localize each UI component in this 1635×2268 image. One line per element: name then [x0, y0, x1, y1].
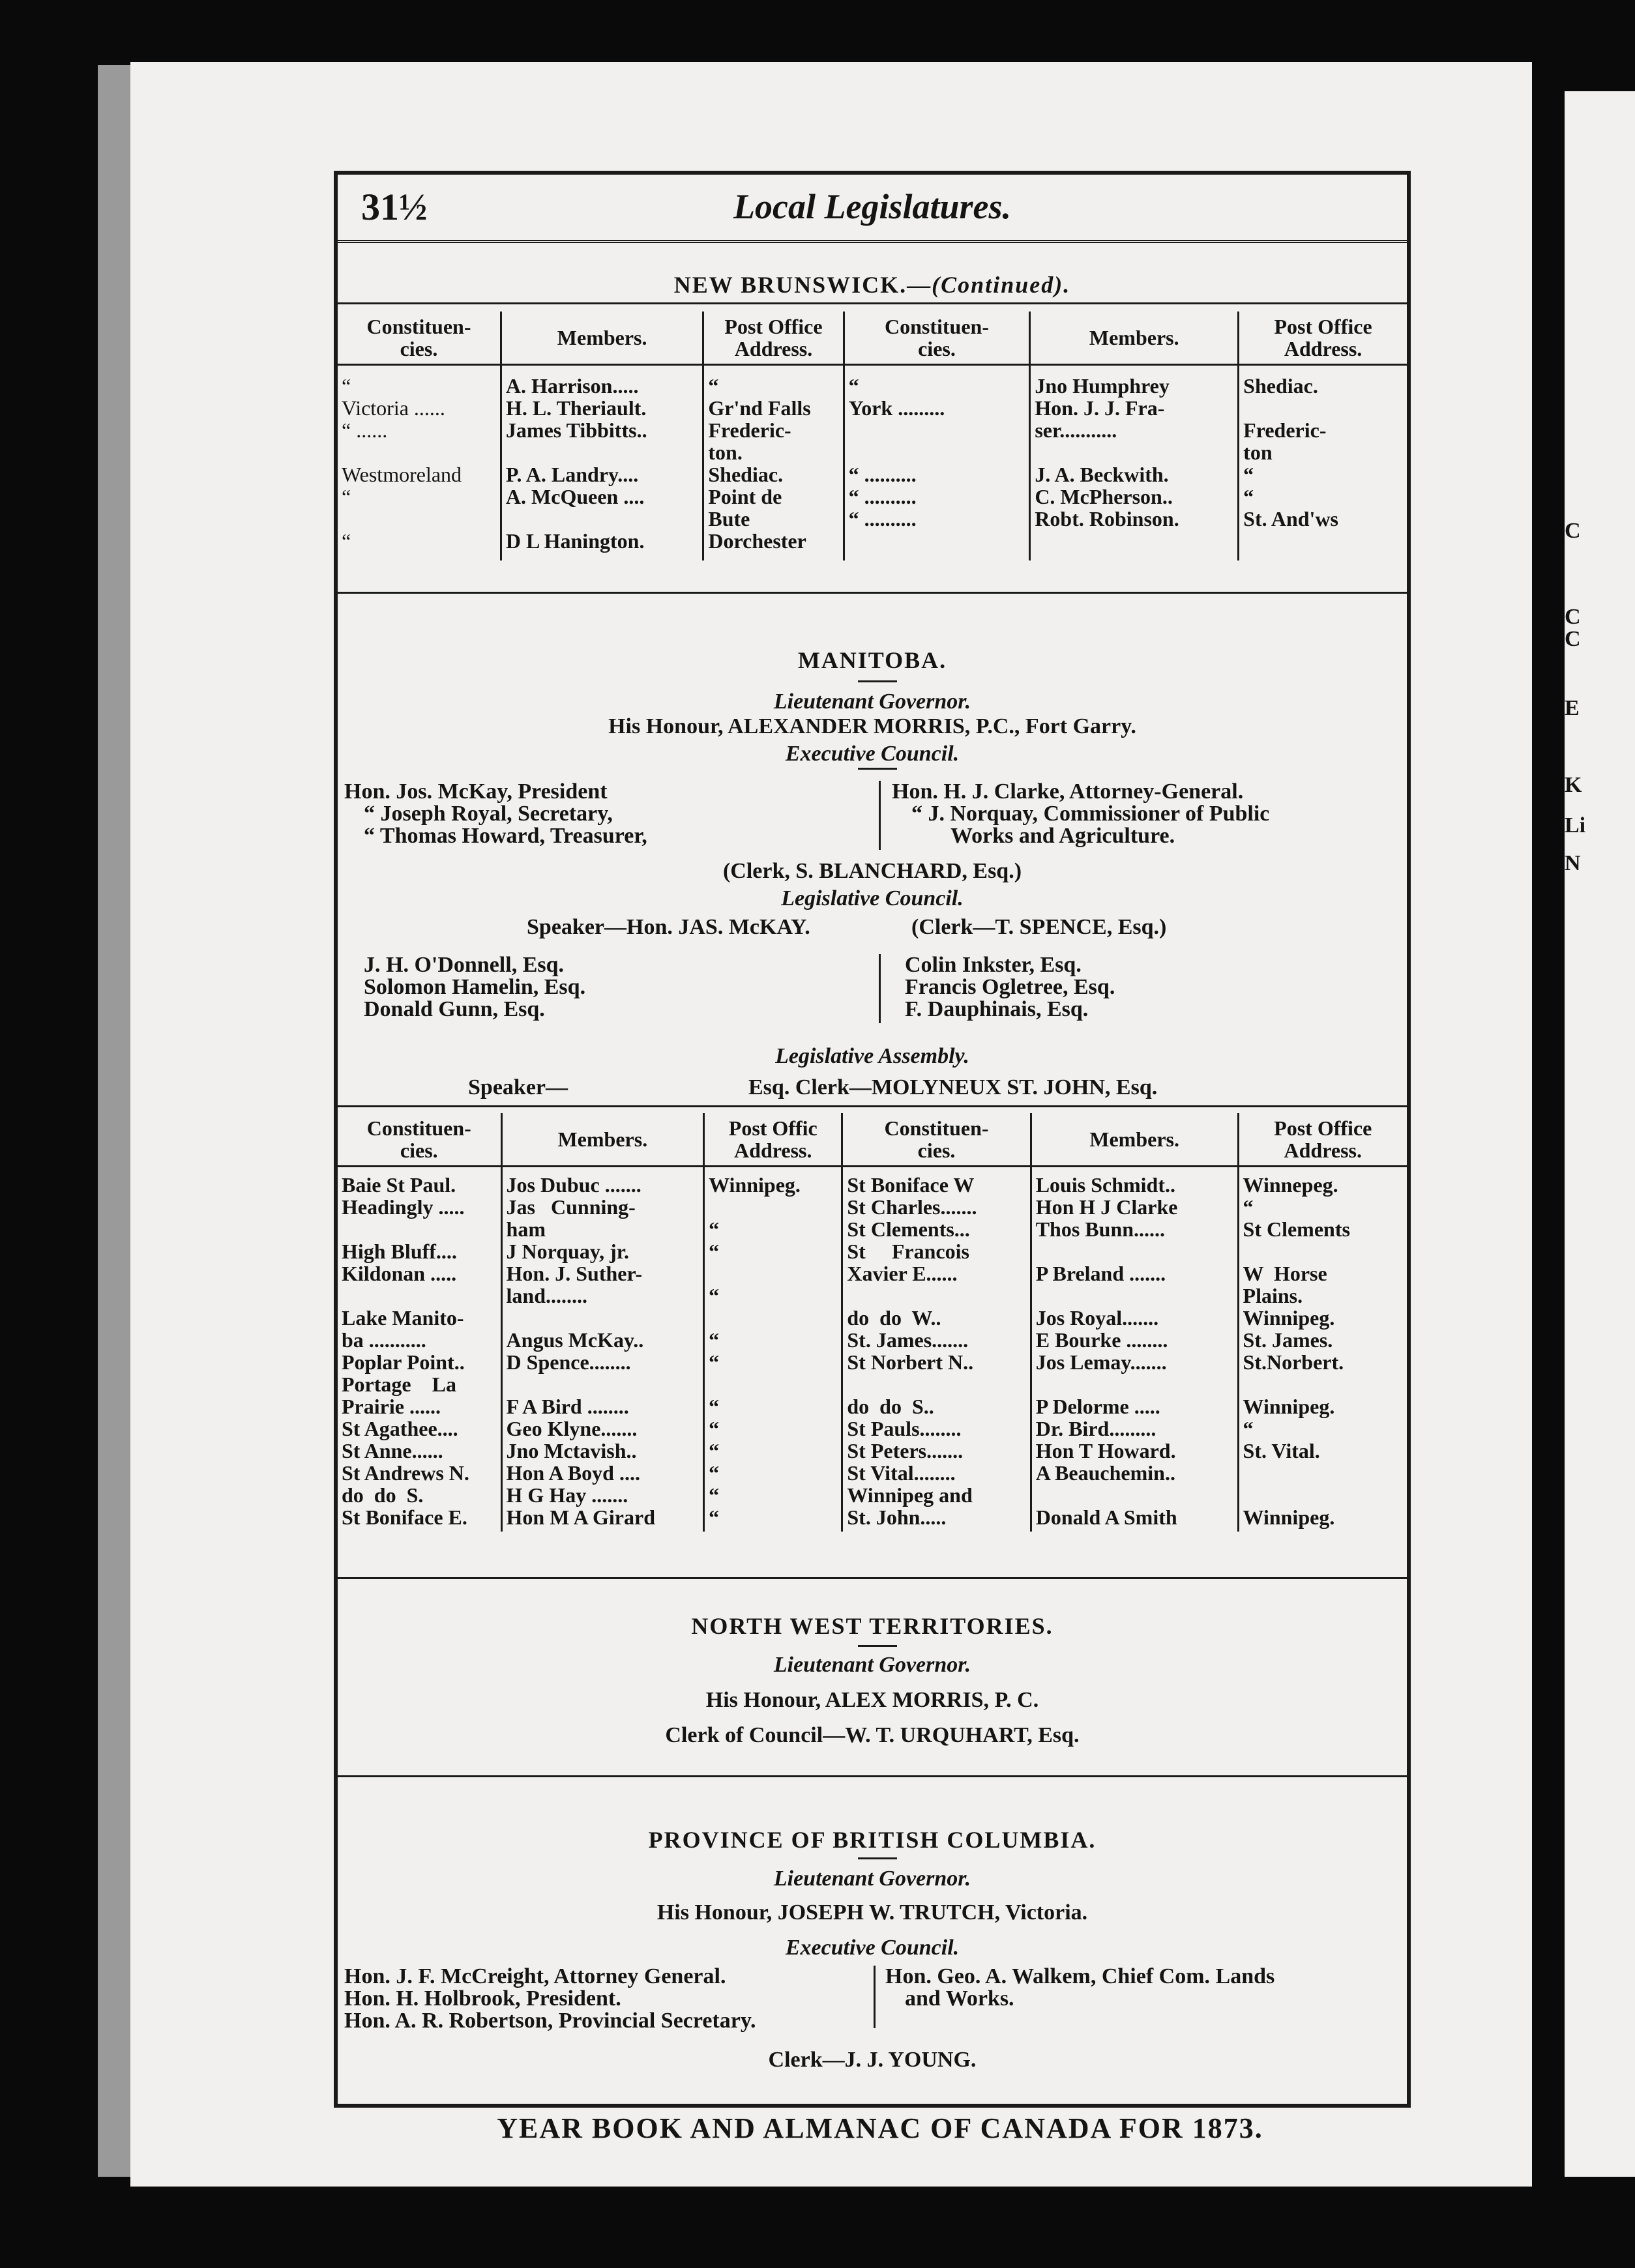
table-header: Post Office Address.	[1238, 1113, 1407, 1167]
short-rule	[858, 680, 897, 682]
table-cell: A. Harrison..... H. L. Theriault. James Tibbitts.. P. A. Landry.... A. McQueen .... D L Hanington.	[501, 365, 703, 560]
exec-clerk: (Clerk, S. BLANCHARD, Esq.)	[722, 859, 1022, 883]
council-member: F. Dauphinais, Esq.	[905, 997, 1089, 1021]
column-divider	[879, 954, 881, 1023]
table-header: Members.	[501, 312, 703, 365]
page-title: Local Legislatures.	[733, 187, 1011, 226]
bc-lt-gov-name: His Honour, JOSEPH W. TRUTCH, Victoria.	[656, 1900, 1088, 1925]
council-clerk: (Clerk—T. SPENCE, Esq.)	[911, 915, 1167, 939]
table-cell: “ Victoria ...... “ ...... Westmoreland “ “	[342, 374, 462, 553]
lt-gov-name: His Honour, ALEXANDER MORRIS, P.C., Fort Garry.	[608, 714, 1136, 738]
bc-clerk: Clerk—J. J. YOUNG.	[768, 2048, 977, 2072]
nwt-lt-gov-name: His Honour, ALEX MORRIS, P. C.	[705, 1688, 1039, 1712]
divider	[338, 592, 1407, 594]
table-header: Constituen- cies.	[842, 1113, 1031, 1167]
short-rule	[858, 768, 897, 770]
council-member: Colin Inkster, Esq.	[905, 953, 1082, 977]
table-cell: Winnepeg. “ St Clements W Horse Plains. Winnipeg. St. James. St.Norbert. Winnipeg. “ St. Vital. Winnipeg.	[1238, 1167, 1407, 1532]
manitoba-assembly-table	[338, 1113, 1407, 1532]
nwt-lt-gov-label: Lieutenant Governor.	[773, 1653, 971, 1677]
divider	[338, 1577, 1407, 1579]
divider	[338, 1775, 1407, 1777]
bc-heading: PROVINCE OF BRITISH COLUMBIA.	[648, 1827, 1097, 1853]
table-cell: Jos Dubuc ....... Jas Cunning- ham J Norquay, jr. Hon. J. Suther- land........ Angus McKay.. D Spence........ F A Bird ........ Geo Klyne....... Jno Mctavish.. Hon A Boyd .... H G Hay ....... Hon M A Girard	[501, 1167, 704, 1532]
nwt-heading: NORTH WEST TERRITORIES.	[691, 1613, 1053, 1639]
table-cell: Shediac. Frederic- ton “ “ St. And'ws	[1239, 365, 1407, 560]
divider	[338, 1105, 1407, 1107]
facing-page-letters: E	[1565, 696, 1580, 720]
bc-exec-council-label: Executive Council.	[785, 1936, 960, 1960]
exec-member: and Works.	[905, 1986, 1014, 2011]
exec-member: “ Thomas Howard, Treasurer,	[364, 824, 647, 848]
table-cell: Louis Schmidt.. Hon H J Clarke Thos Bunn...... P Breland ....... Jos Royal....... E Bourke ........ Jos Lemay....... P Delorme ..... Dr. Bird......... Hon T Howard. A Beauchemin.. Donald A Smith	[1031, 1167, 1238, 1532]
council-speaker: Speaker—Hon. JAS. McKAY.	[527, 915, 810, 939]
table-header: Constituen- cies.	[338, 1113, 501, 1167]
table-cell: Baie St Paul. Headingly ..... High Bluff.... Kildonan ..... Lake Manito- ba ........... Poplar Point.. Portage La Prairie ...... St Agathee.... St Anne...... St Andrews N. do do S. St Boniface E.	[342, 1173, 469, 1529]
table-header: Post Office Address.	[1239, 312, 1407, 365]
divider	[338, 302, 1407, 304]
table-header: Post Office Address.	[703, 312, 844, 365]
exec-member: Works and Agriculture.	[950, 824, 1175, 848]
leg-council-label: Legislative Council.	[781, 886, 964, 910]
table-cell: Winnipeg. “ “ “ “ “ “ “ “ “ “ “	[704, 1167, 842, 1532]
exec-member: “ J. Norquay, Commissioner of Public	[911, 802, 1270, 826]
page-footer: YEAR BOOK AND ALMANAC OF CANADA FOR 1873.	[497, 2112, 1263, 2144]
council-member: J. H. O'Donnell, Esq.	[364, 953, 565, 977]
facing-page-letters: K	[1565, 773, 1582, 797]
lt-gov-label: Lieutenant Governor.	[773, 690, 971, 714]
nb-members-table	[338, 312, 1407, 560]
assembly-label: Legislative Assembly.	[775, 1044, 969, 1068]
exec-member: Hon. H. Holbrook, President.	[344, 1986, 621, 2011]
exec-member: “ Joseph Royal, Secretary,	[364, 802, 613, 826]
exec-member: Hon. Geo. A. Walkem, Chief Com. Lands	[885, 1964, 1275, 1988]
exec-council-label: Executive Council.	[785, 742, 960, 766]
table-cell: St Boniface W St Charles....... St Clements... St Francois Xavier E...... do do W.. St. James....... St Norbert N.. do do S.. St Pauls........ St Peters....... St Vital........ Winnipeg and St. John.....	[842, 1167, 1031, 1532]
table-header: Constituen- cies.	[844, 312, 1030, 365]
assembly-clerk: Esq. Clerk—MOLYNEUX ST. JOHN, Esq.	[748, 1075, 1158, 1099]
table-cell: “ Gr'nd Falls Frederic- ton. Shediac. Point de Bute Dorchester	[703, 365, 844, 560]
nb-heading: NEW BRUNSWICK.—(Continued).	[673, 272, 1071, 298]
exec-member: Hon. Jos. McKay, President	[344, 779, 608, 804]
table-header: Members.	[501, 1113, 704, 1167]
exec-member: Hon. A. R. Robertson, Provincial Secretary.	[344, 2009, 756, 2033]
bc-lt-gov-label: Lieutenant Governor.	[773, 1867, 971, 1891]
short-rule	[858, 1857, 897, 1859]
facing-page-letters: C C	[1565, 605, 1581, 651]
table-header: Post Offic Address.	[704, 1113, 842, 1167]
column-divider	[874, 1966, 876, 2028]
nwt-clerk: Clerk of Council—W. T. URQUHART, Esq.	[665, 1723, 1080, 1747]
table-header: Members.	[1030, 312, 1239, 365]
council-member: Donald Gunn, Esq.	[364, 997, 545, 1021]
column-divider	[879, 781, 881, 850]
facing-page	[1565, 91, 1635, 2177]
table-header: Members.	[1031, 1113, 1238, 1167]
facing-page-letters: C	[1565, 519, 1581, 543]
manitoba-heading: MANITOBA.	[797, 647, 947, 673]
short-rule	[858, 1645, 897, 1647]
council-member: Solomon Hamelin, Esq.	[364, 975, 586, 999]
page-header	[338, 175, 1407, 243]
table-header: Constituen- cies.	[338, 312, 501, 365]
table-cell: “ York ......... “ .......... “ .......... “ ..........	[844, 365, 1030, 560]
facing-page-letters: Li	[1565, 813, 1586, 837]
council-member: Francis Ogletree, Esq.	[905, 975, 1115, 999]
page-number: 31½	[361, 186, 428, 228]
assembly-speaker: Speaker—	[468, 1075, 568, 1099]
page-frame	[334, 171, 1411, 2108]
exec-member: Hon. H. J. Clarke, Attorney-General.	[892, 779, 1244, 804]
facing-page-letters: N	[1565, 851, 1581, 875]
exec-member: Hon. J. F. McCreight, Attorney General.	[344, 1964, 726, 1988]
table-cell: Jno Humphrey Hon. J. J. Fra- ser........... J. A. Beckwith. C. McPherson.. Robt. Robinson.	[1030, 365, 1239, 560]
